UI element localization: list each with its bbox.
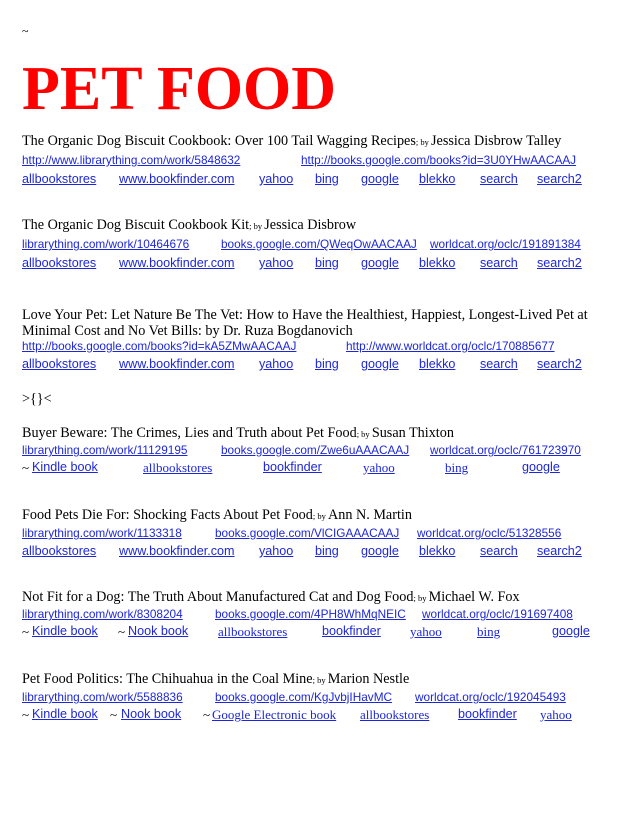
link-librarything[interactable]: librarything.com/work/1133318	[22, 526, 182, 540]
tilde-mark: ~	[110, 707, 118, 722]
link-bookfinder[interactable]: www.bookfinder.com	[119, 256, 235, 270]
link-yahoo[interactable]: yahoo	[259, 357, 294, 371]
link-bing[interactable]: bing	[315, 544, 339, 558]
link-kindle-book[interactable]: Kindle book	[32, 624, 98, 638]
link-bing[interactable]: bing	[315, 172, 339, 186]
link-google-books[interactable]: books.google.com/KgJvbjIHavMC	[215, 690, 393, 704]
tilde-mark: ~	[22, 624, 30, 639]
link-yahoo[interactable]: yahoo	[259, 256, 294, 270]
link-nook-book[interactable]: Nook book	[128, 624, 189, 638]
tilde-mark: ~	[118, 624, 126, 639]
link-yahoo[interactable]: yahoo	[363, 460, 395, 475]
link-google[interactable]: google	[361, 544, 399, 558]
book-title: Pet Food Politics: The Chihuahua in the Coal Mine; by Marion Nestle	[22, 671, 410, 687]
link-allbookstores[interactable]: allbookstores	[22, 256, 97, 270]
link-google-books[interactable]: http://books.google.com/books?id=3U0YHwAACAAJ	[301, 153, 577, 167]
link-nook-book[interactable]: Nook book	[121, 707, 182, 721]
link-search2[interactable]: search2	[537, 256, 582, 270]
link-librarything[interactable]: librarything.com/work/8308204	[22, 607, 183, 621]
link-bing[interactable]: bing	[445, 460, 469, 475]
book-title: Not Fit for a Dog: The Truth About Manufactured Cat and Dog Food; by Michael W. Fox	[22, 589, 520, 605]
link-yahoo[interactable]: yahoo	[540, 707, 572, 722]
link-allbookstores[interactable]: allbookstores	[22, 172, 97, 186]
link-search[interactable]: search	[480, 172, 518, 186]
link-worldcat[interactable]: worldcat.org/oclc/191697408	[422, 607, 573, 621]
link-allbookstores[interactable]: allbookstores	[360, 707, 430, 722]
link-google[interactable]: google	[361, 172, 399, 186]
link-worldcat[interactable]: worldcat.org/oclc/51328556	[417, 526, 562, 540]
link-bookfinder[interactable]: bookfinder	[458, 707, 517, 721]
link-google[interactable]: google	[361, 256, 399, 270]
link-worldcat[interactable]: http://www.worldcat.org/oclc/170885677	[346, 339, 555, 353]
link-bing[interactable]: bing	[315, 357, 339, 371]
link-search2[interactable]: search2	[537, 544, 582, 558]
link-librarything[interactable]: http://www.librarything.com/work/5848632	[22, 153, 241, 167]
link-search2[interactable]: search2	[537, 357, 582, 371]
link-google[interactable]: google	[361, 357, 399, 371]
book-title: The Organic Dog Biscuit Cookbook: Over 100 Tail Wagging Recipes; by Jessica Disbrow Talley	[22, 133, 562, 149]
link-worldcat[interactable]: worldcat.org/oclc/192045493	[415, 690, 566, 704]
link-google[interactable]: google	[552, 624, 590, 638]
link-blekko[interactable]: blekko	[419, 357, 456, 371]
link-search[interactable]: search	[480, 357, 518, 371]
link-google-books[interactable]: books.google.com/Zwe6uAAACAAJ	[221, 443, 410, 457]
link-librarything[interactable]: librarything.com/work/5588836	[22, 690, 183, 704]
link-blekko[interactable]: blekko	[419, 172, 456, 186]
link-search2[interactable]: search2	[537, 172, 582, 186]
link-bookfinder[interactable]: www.bookfinder.com	[119, 172, 235, 186]
link-bookfinder[interactable]: bookfinder	[322, 624, 381, 638]
link-librarything[interactable]: librarything.com/work/11129195	[22, 443, 188, 457]
tilde-mark: ~	[22, 24, 29, 38]
link-allbookstores[interactable]: allbookstores	[218, 624, 288, 639]
link-google-electronic-book[interactable]: Google Electronic book	[212, 707, 337, 722]
book-title: Food Pets Die For: Shocking Facts About Pet Food; by Ann N. Martin	[22, 507, 412, 523]
book-title: Buyer Beware: The Crimes, Lies and Truth about Pet Food; by Susan Thixton	[22, 425, 454, 441]
link-bookfinder[interactable]: www.bookfinder.com	[119, 544, 235, 558]
link-bing[interactable]: bing	[477, 624, 501, 639]
book-title-line1: Love Your Pet: Let Nature Be The Vet: How to Have the Healthiest, Happiest, Longest-Lived Pet at	[22, 307, 588, 323]
tilde-mark: ~	[22, 460, 30, 475]
link-google-books[interactable]: books.google.com/QWeqOwAACAAJ	[221, 237, 417, 251]
link-kindle-book[interactable]: Kindle book	[32, 707, 98, 721]
link-google-books[interactable]: http://books.google.com/books?id=kA5ZMwAACAAJ	[22, 339, 297, 353]
link-librarything[interactable]: librarything.com/work/10464676	[22, 237, 190, 251]
link-google-books[interactable]: books.google.com/VlCIGAAACAAJ	[215, 526, 400, 540]
link-bing[interactable]: bing	[315, 256, 339, 270]
link-kindle-book[interactable]: Kindle book	[32, 460, 98, 474]
tilde-mark: ~	[203, 707, 211, 722]
link-bookfinder[interactable]: bookfinder	[263, 460, 322, 474]
link-worldcat[interactable]: worldcat.org/oclc/761723970	[430, 443, 581, 457]
link-bookfinder[interactable]: www.bookfinder.com	[119, 357, 235, 371]
separator-text: >{}<	[22, 391, 52, 407]
link-google[interactable]: google	[522, 460, 560, 474]
tilde-mark: ~	[22, 707, 30, 722]
link-yahoo[interactable]: yahoo	[259, 172, 294, 186]
page-title: PET FOOD	[22, 55, 337, 123]
link-search[interactable]: search	[480, 256, 518, 270]
link-yahoo[interactable]: yahoo	[259, 544, 294, 558]
link-blekko[interactable]: blekko	[419, 544, 456, 558]
link-google-books[interactable]: books.google.com/4PH8WhMqNEIC	[215, 607, 406, 621]
link-worldcat[interactable]: worldcat.org/oclc/191891384	[430, 237, 581, 251]
link-allbookstores[interactable]: allbookstores	[22, 544, 97, 558]
link-allbookstores[interactable]: allbookstores	[22, 357, 97, 371]
book-title-line2: Minimal Cost and No Vet Bills: by Dr. Ruza Bogdanovich	[22, 323, 353, 339]
link-search[interactable]: search	[480, 544, 518, 558]
link-yahoo[interactable]: yahoo	[410, 624, 442, 639]
link-allbookstores[interactable]: allbookstores	[143, 460, 213, 475]
book-title: The Organic Dog Biscuit Cookbook Kit; by Jessica Disbrow	[22, 217, 357, 233]
link-blekko[interactable]: blekko	[419, 256, 456, 270]
